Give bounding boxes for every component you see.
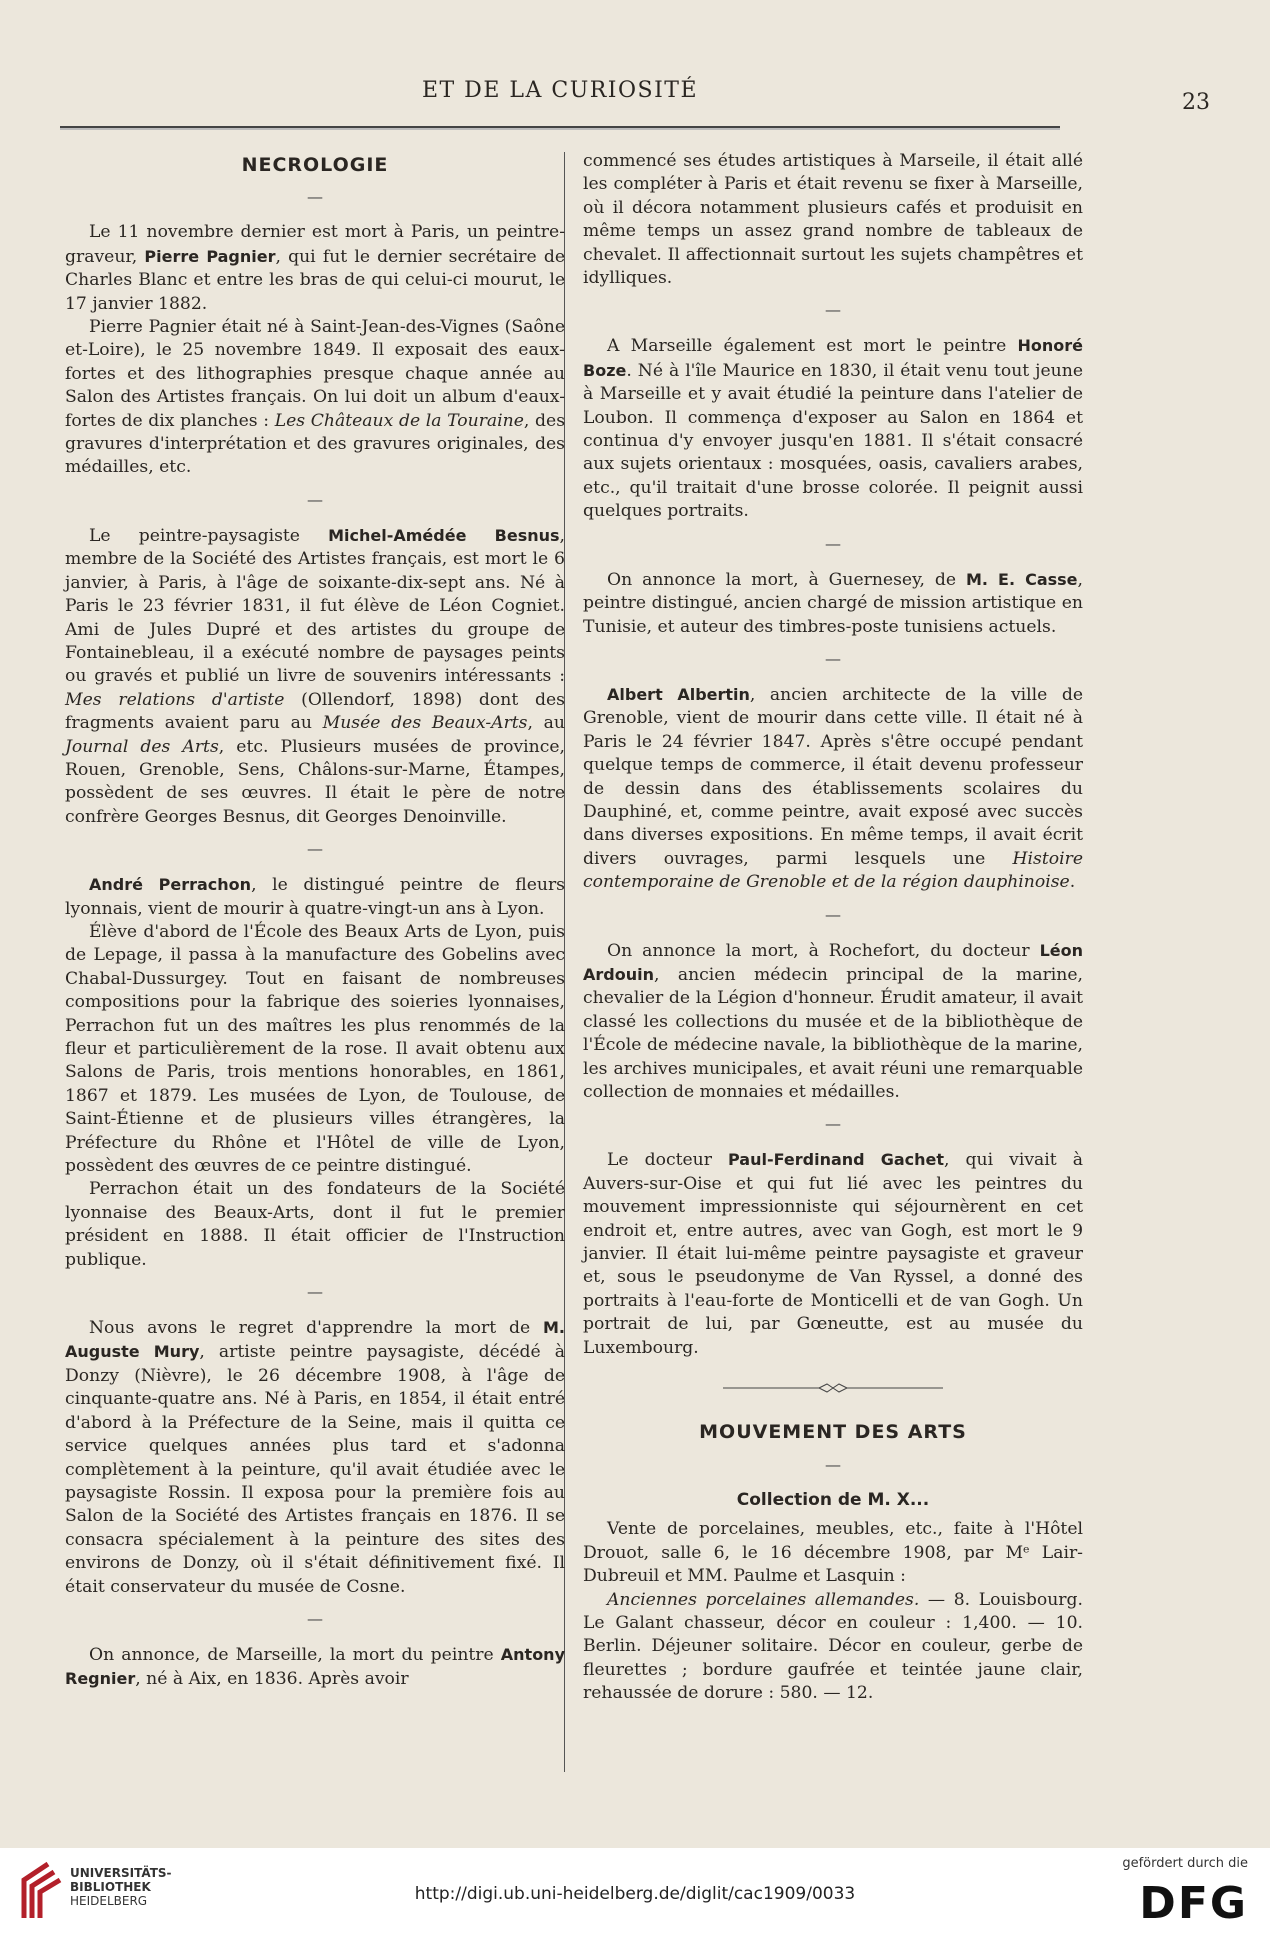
work-title: Les Châteaux de la Touraine xyxy=(274,410,524,431)
work-title: Histoire contemporaine de Grenoble et de la région dauphinoise xyxy=(583,848,1083,893)
work-title: Musée des Beaux-Arts xyxy=(322,713,528,734)
header-title: ET DE LA CURIOSITÉ xyxy=(421,78,699,103)
person-name: Léon Ardouin xyxy=(583,940,1083,984)
besnus-paragraph: Le peintre-paysagiste Michel-Amédée Besnus, membre de la Société des Artistes français, est mort le 6 janvier, à Paris, à l'âge de soixante-dix-sept ans. Né à Paris le 23 février 1831, il fut élève de Léon Cogniet. Ami de Jules Dupré et des artistes du groupe de Fontainebleau, il a exécuté nombre de paysages peints ou gravés et publié un livre de souvenirs intéressants : Mes relations d'artiste (Ollendorf, 1898) dont des fragments avaient paru au Musée des Beaux-Arts, au Journal des Arts, etc. Plusieurs musées de province, Rouen, Grenoble, Sens, Châlons-sur-Marne, Étampes, possèdent de ses œuvres. Il était le père de notre confrère Georges Besnus, dit Georges Denoinville. xyxy=(65,525,565,827)
mury-paragraph: Nous avons le regret d'apprendre la mort de M. Auguste Mury, artiste peintre paysagiste, décédé à Donzy (Nièvre), le 26 décembre 1908, à l'âge de cinquante-quatre ans. Né à Paris, en 1854, il était entré d'abord à la Préfecture de la Seine, mais il quitta ce service quelques années plus tard et s'adonna complètement à la peinture, qu'il avait étudiée avec le paysagiste Rossin. Il exposa pour la première fois au Salon de la Société des Artistes français en 1876. Il se consacra spécialement à la peinture des sites des environs de Donzy, où il s'était définitivement fixé. Il était conservateur du musée de Cosne. xyxy=(65,1318,565,1597)
ardouin-paragraph: On annonce la mort, à Rochefort, du docteur Léon Ardouin, ancien médecin principal de la marine, chevalier de la Légion d'honneur. Érudit amateur, il avait classé les collections du musée et de la bibliothèque de l'École de médecine navale, la bibliothèque de la marine, les archives municipales, et avait réuni une remarquable collection de monnaies et médailles. xyxy=(583,940,1083,1102)
gachet-paragraph: Le docteur Paul-Ferdinand Gachet, qui vivait à Auvers-sur-Oise et qui fut lié avec les peintres du mouvement impressionniste qui séjournèrent en cet endroit et, entre autres, avec van Gogh, est mort le 9 janvier. Il était lui-même peintre paysagiste et graveur et, sous le pseudonyme de Van Ryssel, a donné des portraits à l'eau-forte de Monticelli et de van Gogh. Un portrait de lui, par Gœneutte, est au musée du Luxembourg. xyxy=(583,1150,1083,1358)
university-library-name: UNIVERSITÄTS- BIBLIOTHEK HEIDELBERG xyxy=(70,1866,172,1908)
lot-category: Anciennes porcelaines allemandes. xyxy=(607,1589,920,1610)
separator: — xyxy=(825,648,841,668)
person-name: Paul-Ferdinand Gachet xyxy=(728,1150,945,1170)
right-column xyxy=(583,150,1083,1706)
person-name: Pierre Pagnier xyxy=(144,246,276,266)
porcelaines-paragraph: Anciennes porcelaines allemandes. — 8. Louisbourg. Le Galant chasseur, décor en couleur : 1,400. — 10. Berlin. Déjeuner solitaire. Décor en couleur, gerbe de fleurettes ; bordure gaufrée et teintée jaune clair, rehaussée de dorure : 580. — 12. xyxy=(583,1589,1083,1704)
vente-paragraph: Vente de porcelaines, meubles, etc., faite à l'Hôtel Drouot, salle 6, le 16 décembre 1908, par Mᵉ Lair-Dubreuil et MM. Paulme et Lasquin : xyxy=(583,1519,1083,1587)
separator: — xyxy=(825,300,841,320)
header-rule xyxy=(60,126,1060,128)
funding-note: gefördert durch die xyxy=(1122,1856,1248,1871)
perrachon-paragraph-1: André Perrachon, le distingué peintre de fleurs lyonnais, vient de mourir à quatre-vingt-un ans à Lyon. xyxy=(65,875,566,919)
person-name: Antony Regnier xyxy=(65,1644,565,1689)
collection-title: Collection de M. X... xyxy=(736,1489,930,1510)
perrachon-paragraph-2: Élève d'abord de l'École des Beaux Arts de Lyon, puis de Lepage, il passa à la manufacture des Gobelins avec Chabal-Dussurgey. Tout en faisant de nombreuses compositions pour la fabrique des soieries lyonnaises, Perrachon fut un des maîtres les plus renommés de la fleur et particulièrement de la rose. Il avait obtenu aux Salons de Paris, trois mentions honorables, en 1861, 1867 et 1879. Les musées de Lyon, de Toulouse, de Saint-Étienne et de plusieurs villes étrangères, la Préfecture du Rhône et l'Hôtel de ville de Lyon, possèdent des œuvres de ce peintre distingué. xyxy=(65,921,565,1177)
pagnier-paragraph-2: Pierre Pagnier était né à Saint-Jean-des-Vignes (Saône et-Loire), le 25 novembre 1849. Il exposait des eaux-fortes et des lithographies presque chaque année au Salon des Artistes français. On lui doit un album d'eaux-fortes de dix planches : Les Châteaux de la Touraine, des gravures d'interprétation et des gravures originales, des médailles, etc. xyxy=(65,317,566,478)
work-title: Journal des Arts xyxy=(65,736,219,757)
separator: — xyxy=(307,187,323,207)
mouvement-des-arts-title: MOUVEMENT DES ARTS xyxy=(699,1421,967,1444)
necrologie-title: NECROLOGIE xyxy=(241,154,389,176)
casse-paragraph: On annonce la mort, à Guernesey, de M. E. Casse, peintre distingué, ancien chargé de mission artistique en Tunisie, et auteur des timbres-poste tunisiens actuels. xyxy=(583,569,1083,637)
digitization-footer xyxy=(0,1848,1270,1938)
pagnier-paragraph-1: Le 11 novembre dernier est mort à Paris, un peintre-graveur, Pierre Pagnier, qui fut le dernier secrétaire de Charles Blanc et entre les bras de qui celui-ci mourut, le 17 janvier 1882. xyxy=(65,222,565,314)
ornamental-rule xyxy=(583,1378,1083,1401)
person-name: Honoré Boze xyxy=(583,336,1083,380)
person-name: André Perrachon xyxy=(89,875,252,895)
person-name: M. E. Casse xyxy=(966,569,1078,589)
source-url[interactable]: http://digi.ub.uni-heidelberg.de/diglit/cac1909/0033 xyxy=(414,1884,856,1904)
running-header xyxy=(60,78,1210,118)
separator: — xyxy=(825,1454,841,1474)
albertin-paragraph: Albert Albertin, ancien architecte de la ville de Grenoble, vient de mourir dans cette ville. Il était né à Paris le 24 février 1847. Après s'être occupé pendant quelque temps de commerce, il était devenu professeur de dessin dans des établissements scolaires du Dauphiné, et, comme peintre, avait exposé avec succès dans diverses expositions. En même temps, il avait écrit divers ouvrages, parmi lesquels une Histoire contemporaine de Grenoble et de la région dauphinoise. xyxy=(583,684,1084,893)
separator: — xyxy=(307,1608,323,1628)
separator: — xyxy=(307,839,323,859)
perrachon-paragraph-3: Perrachon était un des fondateurs de la Société lyonnaise des Beaux-Arts, dont il fut le premier président en 1888. Il était officier de l'Instruction publique. xyxy=(65,1179,565,1270)
left-column xyxy=(65,150,565,1692)
separator: — xyxy=(825,904,841,924)
separator: — xyxy=(307,489,323,509)
page-number: 23 xyxy=(1182,90,1210,115)
regnier-paragraph: On annonce, de Marseille, la mort du peintre Antony Regnier, né à Aix, en 1836. Après avoir xyxy=(65,1644,565,1690)
work-title: Mes relations d'artiste xyxy=(65,689,285,710)
separator: — xyxy=(307,1282,323,1302)
separator: — xyxy=(825,1114,841,1134)
person-name: M. Auguste Mury xyxy=(65,1318,565,1362)
person-name: Albert Albertin xyxy=(607,684,750,704)
dfg-logo: DFG xyxy=(1139,1878,1248,1929)
person-name: Michel-Amédée Besnus xyxy=(328,525,560,545)
regnier-continuation: commencé ses études artistiques à Marseile, il était allé les compléter à Paris et était revenu se fixer à Marseille, où il décora notamment plusieurs cafés et produisit en même temps un assez grand nombre de tableaux de chevalet. Il affectionnait surtout les sujets champêtres et idylliques. xyxy=(583,151,1083,289)
boze-paragraph: A Marseille également est mort le peintre Honoré Boze. Né à l'île Maurice en 1830, il était venu tout jeune à Marseille et y avait étudié la peinture dans l'atelier de Loubon. Il commença d'exposer au Salon en 1864 et continua d'y envoyer jusqu'en 1881. Il s'était consacré aux sujets orientaux : mosquées, oasis, cavaliers arabes, etc., qu'il traitait d'une brosse colorée. Il peignit aussi quelques portraits. xyxy=(583,336,1083,522)
separator: — xyxy=(825,533,841,553)
ornament-icon xyxy=(723,1382,943,1394)
